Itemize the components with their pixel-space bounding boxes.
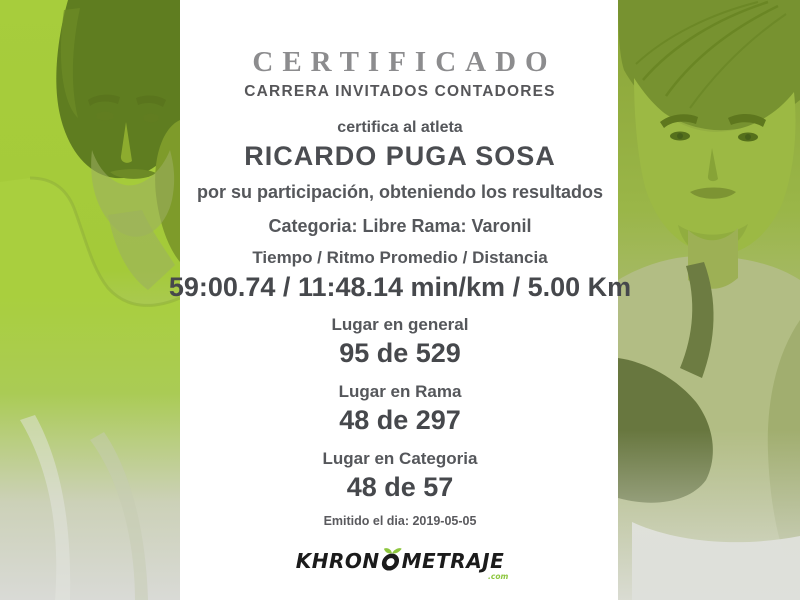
page-title: CERTIFICADO — [252, 46, 557, 78]
place-categoria-value: 48 de 57 — [346, 472, 454, 502]
place-rama-value: 48 de 297 — [339, 405, 461, 435]
athlete-name: RICARDO PUGA SOSA — [244, 141, 556, 171]
logo-tld: .com — [488, 572, 509, 581]
event-name: CARRERA INVITADOS CONTADORES — [244, 83, 556, 100]
results-value: 59:00.74 / 11:48.14 min/km / 5.00 Km — [168, 272, 632, 302]
category-line: Categoria: Libre Rama: Varonil — [268, 216, 532, 236]
logo-text-part1: KHRON — [295, 548, 380, 573]
place-general-value: 95 de 529 — [339, 338, 461, 368]
place-categoria-label: Lugar en Categoria — [322, 449, 478, 468]
participation-text: por su participación, obteniendo los resultados — [196, 182, 604, 202]
place-rama-label: Lugar en Rama — [338, 382, 462, 401]
place-general-label: Lugar en general — [331, 315, 469, 334]
certifies-label: certifica al atleta — [337, 119, 463, 136]
logo-text-part2: METRAJE — [401, 548, 505, 573]
issued-date-text: Emitido el dia: 2019-05-05 — [323, 514, 477, 528]
results-header: Tiempo / Ritmo Promedio / Distancia — [252, 248, 548, 267]
stopwatch-icon — [381, 547, 401, 576]
khronometraje-logo — [295, 546, 509, 581]
